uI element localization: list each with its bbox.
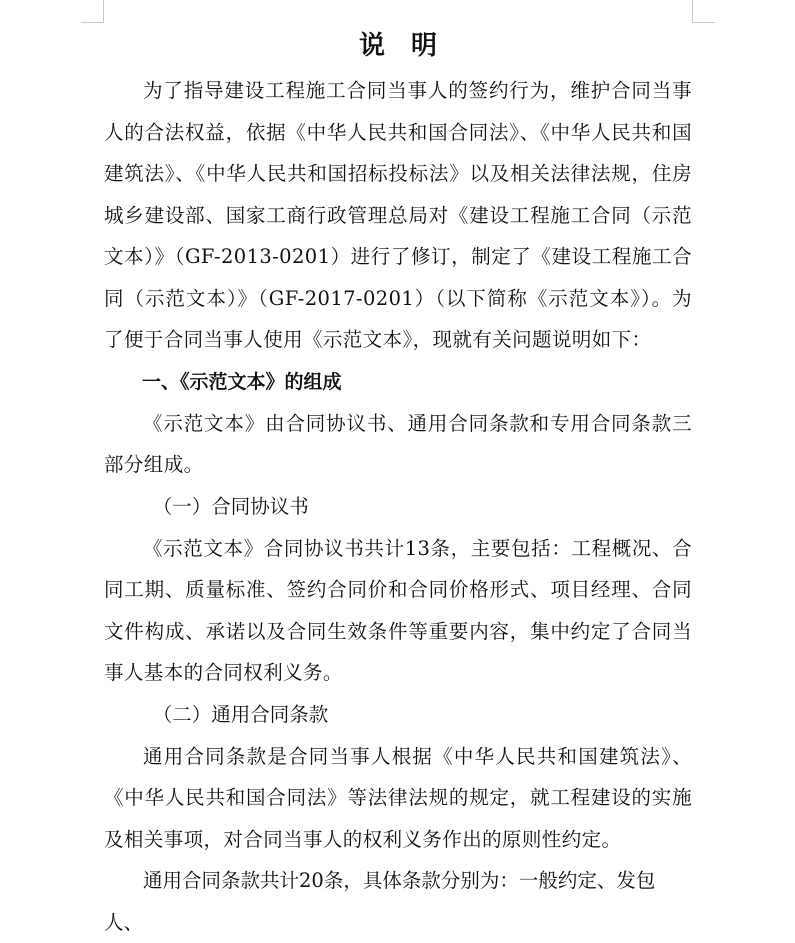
intro-paragraph: 为了指导建设工程施工合同当事人的签约行为，维护合同当事人的合法权益，依据《中华人民共和国合同法》、《中华人民共和国建筑法》、《中华人民共和国招标投标法》以及相关法律法规，住房城乡建设部、国家工商行政管理总局对《建设工程施工合同（示范文本）》（GF-2013-0201）进行了修订，制定了《建设工程施工合同（示范文本）》（GF-2017-0201）（以下简称《示范文本》）。为了便于合同当事人使用《示范文本》，现就有关问题说明如下： (104, 79, 692, 351)
section-1-heading: 一、《示范文本》的组成 (142, 370, 342, 393)
section-1-paragraph: 《示范文本》由合同协议书、通用合同条款和专用合同条款三部分组成。 (104, 411, 692, 476)
subsection-1-paragraph: 《示范文本》合同协议书共计13条，主要包括：工程概况、合同工期、质量标准、签约合同价和合同价格形式、项目经理、合同文件构成、承诺以及合同生效条件等重要内容，集中约定了合同当事人基本的合同权利义务。 (104, 536, 692, 684)
document-body[interactable] (104, 24, 692, 934)
partially-visible-next-line: 通用合同条款共计20条，具体条款分别为：一般约定、发包人、 (104, 869, 656, 934)
subsection-2-paragraph: 通用合同条款是合同当事人根据《中华人民共和国建筑法》、《中华人民共和国合同法》等法律法规的规定，就工程建设的实施及相关事项，对合同当事人的权利义务作出的原则性约定。 (104, 744, 692, 851)
subsection-2-heading: （二）通用合同条款 (152, 702, 329, 726)
document-title: 说明 (358, 31, 463, 61)
page-corner-mark-top-right (692, 0, 715, 23)
subsection-1-heading: （一）合同协议书 (152, 494, 309, 518)
page-corner-mark-top-left (81, 0, 104, 23)
